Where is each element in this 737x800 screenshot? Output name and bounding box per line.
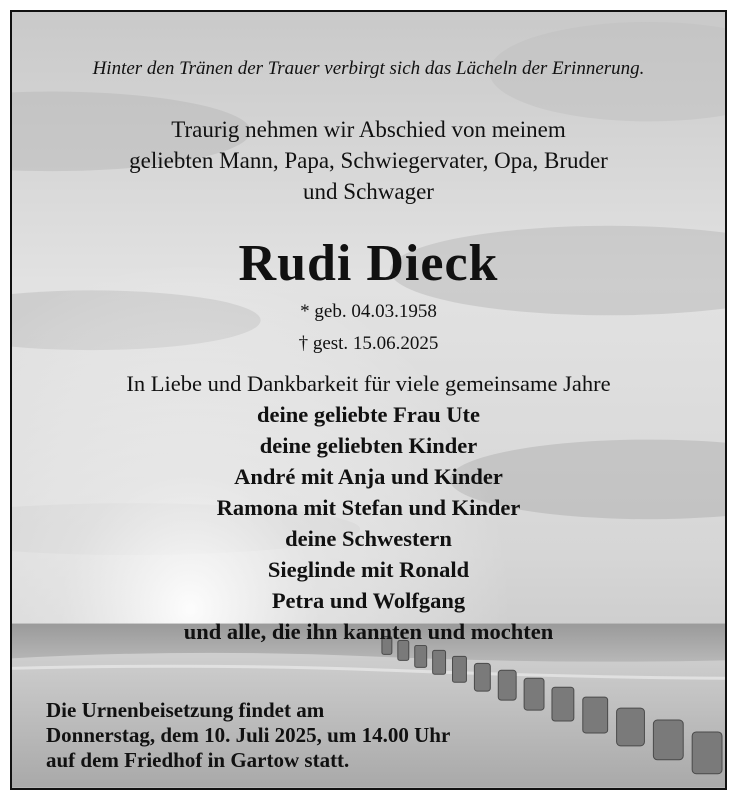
intro-line: geliebten Mann, Papa, Schwiegervater, Opa, Bruder (129, 148, 608, 173)
mourner-line: deine geliebten Kinder (259, 433, 478, 458)
mourners-lead: In Liebe und Dankbarkeit für viele gemeinsame Jahre (126, 371, 611, 396)
funeral-line: Donnerstag, dem 10. Juli 2025, um 14.00 Uhr (46, 723, 451, 747)
mourner-line: deine Schwestern (285, 526, 452, 551)
mourner-line: und alle, die ihn kannten und mochten (183, 619, 554, 644)
obituary-frame (10, 10, 727, 790)
funeral-line: auf dem Friedhof in Gartow statt. (46, 748, 350, 772)
intro-text (12, 114, 725, 207)
death-date: † gest. 15.06.2025 (298, 333, 439, 354)
obituary-content (12, 12, 725, 788)
birth-date: * geb. 04.03.1958 (300, 301, 437, 322)
life-dates (12, 296, 725, 360)
funeral-notice (46, 698, 725, 773)
intro-line: Traurig nehmen wir Abschied von meinem (171, 117, 566, 142)
intro-line: und Schwager (303, 179, 434, 204)
mourner-line: Sieglinde mit Ronald (267, 557, 470, 582)
funeral-line: Die Urnenbeisetzung findet am (46, 698, 325, 722)
deceased-name: Rudi Dieck (238, 235, 499, 292)
mourner-line: deine geliebte Frau Ute (256, 402, 481, 427)
mourner-line: Petra und Wolfgang (271, 588, 466, 613)
mourners-list (12, 368, 725, 647)
mourner-line: André mit Anja und Kinder (234, 464, 503, 489)
motto-quote: Hinter den Tränen der Trauer verbirgt sich das Lächeln der Erinnerung. (92, 58, 645, 79)
mourner-line: Ramona mit Stefan und Kinder (216, 495, 521, 520)
